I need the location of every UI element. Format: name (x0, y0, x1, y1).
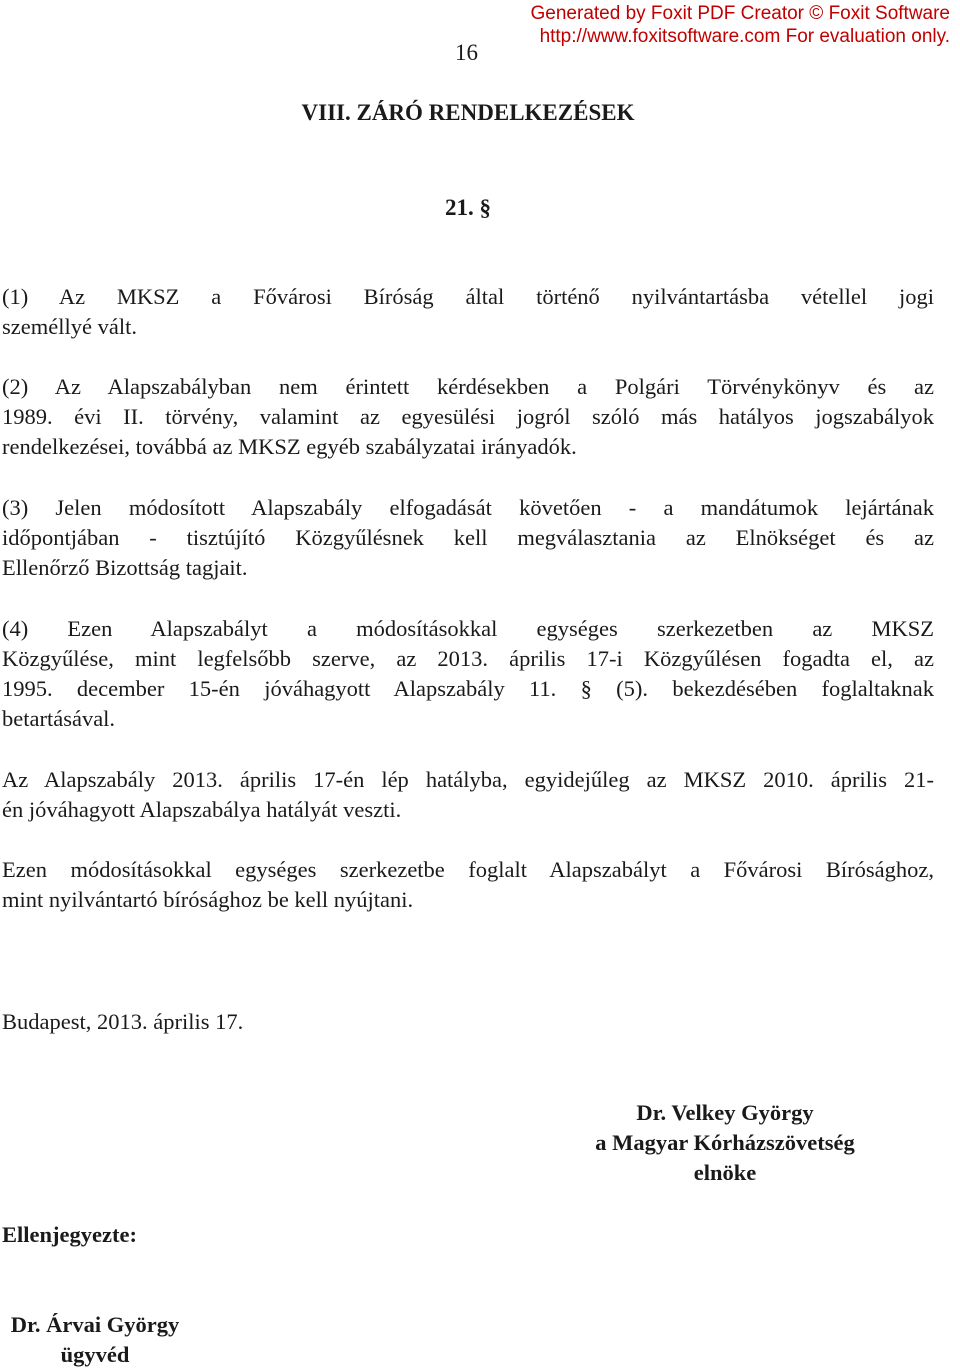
paragraph-6-line-1: Ezen módosításokkal egységes szerkezetbe foglalt Alapszabályt a Fővárosi Bírósághoz, (2, 857, 934, 882)
paragraph-6-line-2: mint nyilvántartó bírósághoz be kell nyújtani. (2, 887, 414, 912)
section-title: 21. § (445, 195, 491, 220)
signatory-name: Dr. Velkey György (636, 1100, 814, 1125)
paragraph-4-line-4: betartásával. (2, 706, 116, 731)
paragraph-6 (2, 855, 934, 915)
countersigner-name: Dr. Árvai György (10, 1312, 180, 1337)
countersigner-block (0, 1310, 190, 1370)
paragraph-2-line-2: 1989. évi II. törvény, valamint az egyesülési jogról szóló más hatályos jogszabályok (2, 404, 934, 429)
paragraph-1-line-1: (1) Az MKSZ a Fővárosi Bíróság által történő nyilvántartásba vétellel jogi (2, 284, 934, 309)
paragraph-3-line-3: Ellenőrző Bizottság tagjait. (2, 555, 248, 580)
evaluation-watermark (531, 2, 950, 48)
paragraph-4-line-3: 1995. december 15-én jóváhagyott Alapszabály 11. § (5). bekezdésében foglaltaknak (2, 676, 934, 701)
place-and-date: Budapest, 2013. április 17. (2, 1009, 244, 1034)
paragraph-5-line-1: Az Alapszabály 2013. április 17-én lép hatályba, egyidejűleg az MKSZ 2010. április 21- (2, 767, 934, 792)
paragraph-2-line-1: (2) Az Alapszabályban nem érintett kérdésekben a Polgári Törvénykönyv és az (2, 374, 934, 399)
paragraph-5-line-2: én jóváhagyott Alapszabálya hatályát veszti. (2, 797, 402, 822)
signatory-role: elnöke (693, 1160, 757, 1185)
paragraph-4-line-1: (4) Ezen Alapszabályt a módosításokkal egységes szerkezetben az MKSZ (2, 616, 934, 641)
signatory-organization: a Magyar Kórházszövetség (595, 1130, 855, 1155)
chapter-title: VIII. ZÁRÓ RENDELKEZÉSEK (301, 100, 635, 125)
signature-block (540, 1098, 910, 1188)
paragraph-1 (2, 282, 934, 342)
paragraph-4-line-2: Közgyűlése, mint legfelsőbb szerve, az 2013. április 17-i Közgyűlésen fogadta el, az (2, 646, 934, 671)
paragraph-5 (2, 765, 934, 825)
paragraph-3-line-1: (3) Jelen módosított Alapszabály elfogadását követően - a mandátumok lejártának (2, 495, 934, 520)
paragraph-4 (2, 614, 934, 734)
countersign-label: Ellenjegyezte: (2, 1222, 137, 1247)
watermark-line-1: Generated by Foxit PDF Creator © Foxit Software (530, 3, 950, 24)
paragraph-3-line-2: időpontjában - tisztújító Közgyűlésnek kell megválasztania az Elnökséget és az (2, 525, 934, 550)
paragraph-2 (2, 372, 934, 462)
paragraph-3 (2, 493, 934, 583)
paragraph-2-line-3: rendelkezései, továbbá az MKSZ egyéb szabályzatai irányadók. (2, 434, 577, 459)
countersigner-role: ügyvéd (60, 1342, 130, 1367)
page-number: 16 (455, 40, 478, 65)
watermark-line-2: http://www.foxitsoftware.com For evaluation only. (539, 26, 950, 47)
paragraph-1-line-2: személlyé vált. (2, 314, 137, 339)
